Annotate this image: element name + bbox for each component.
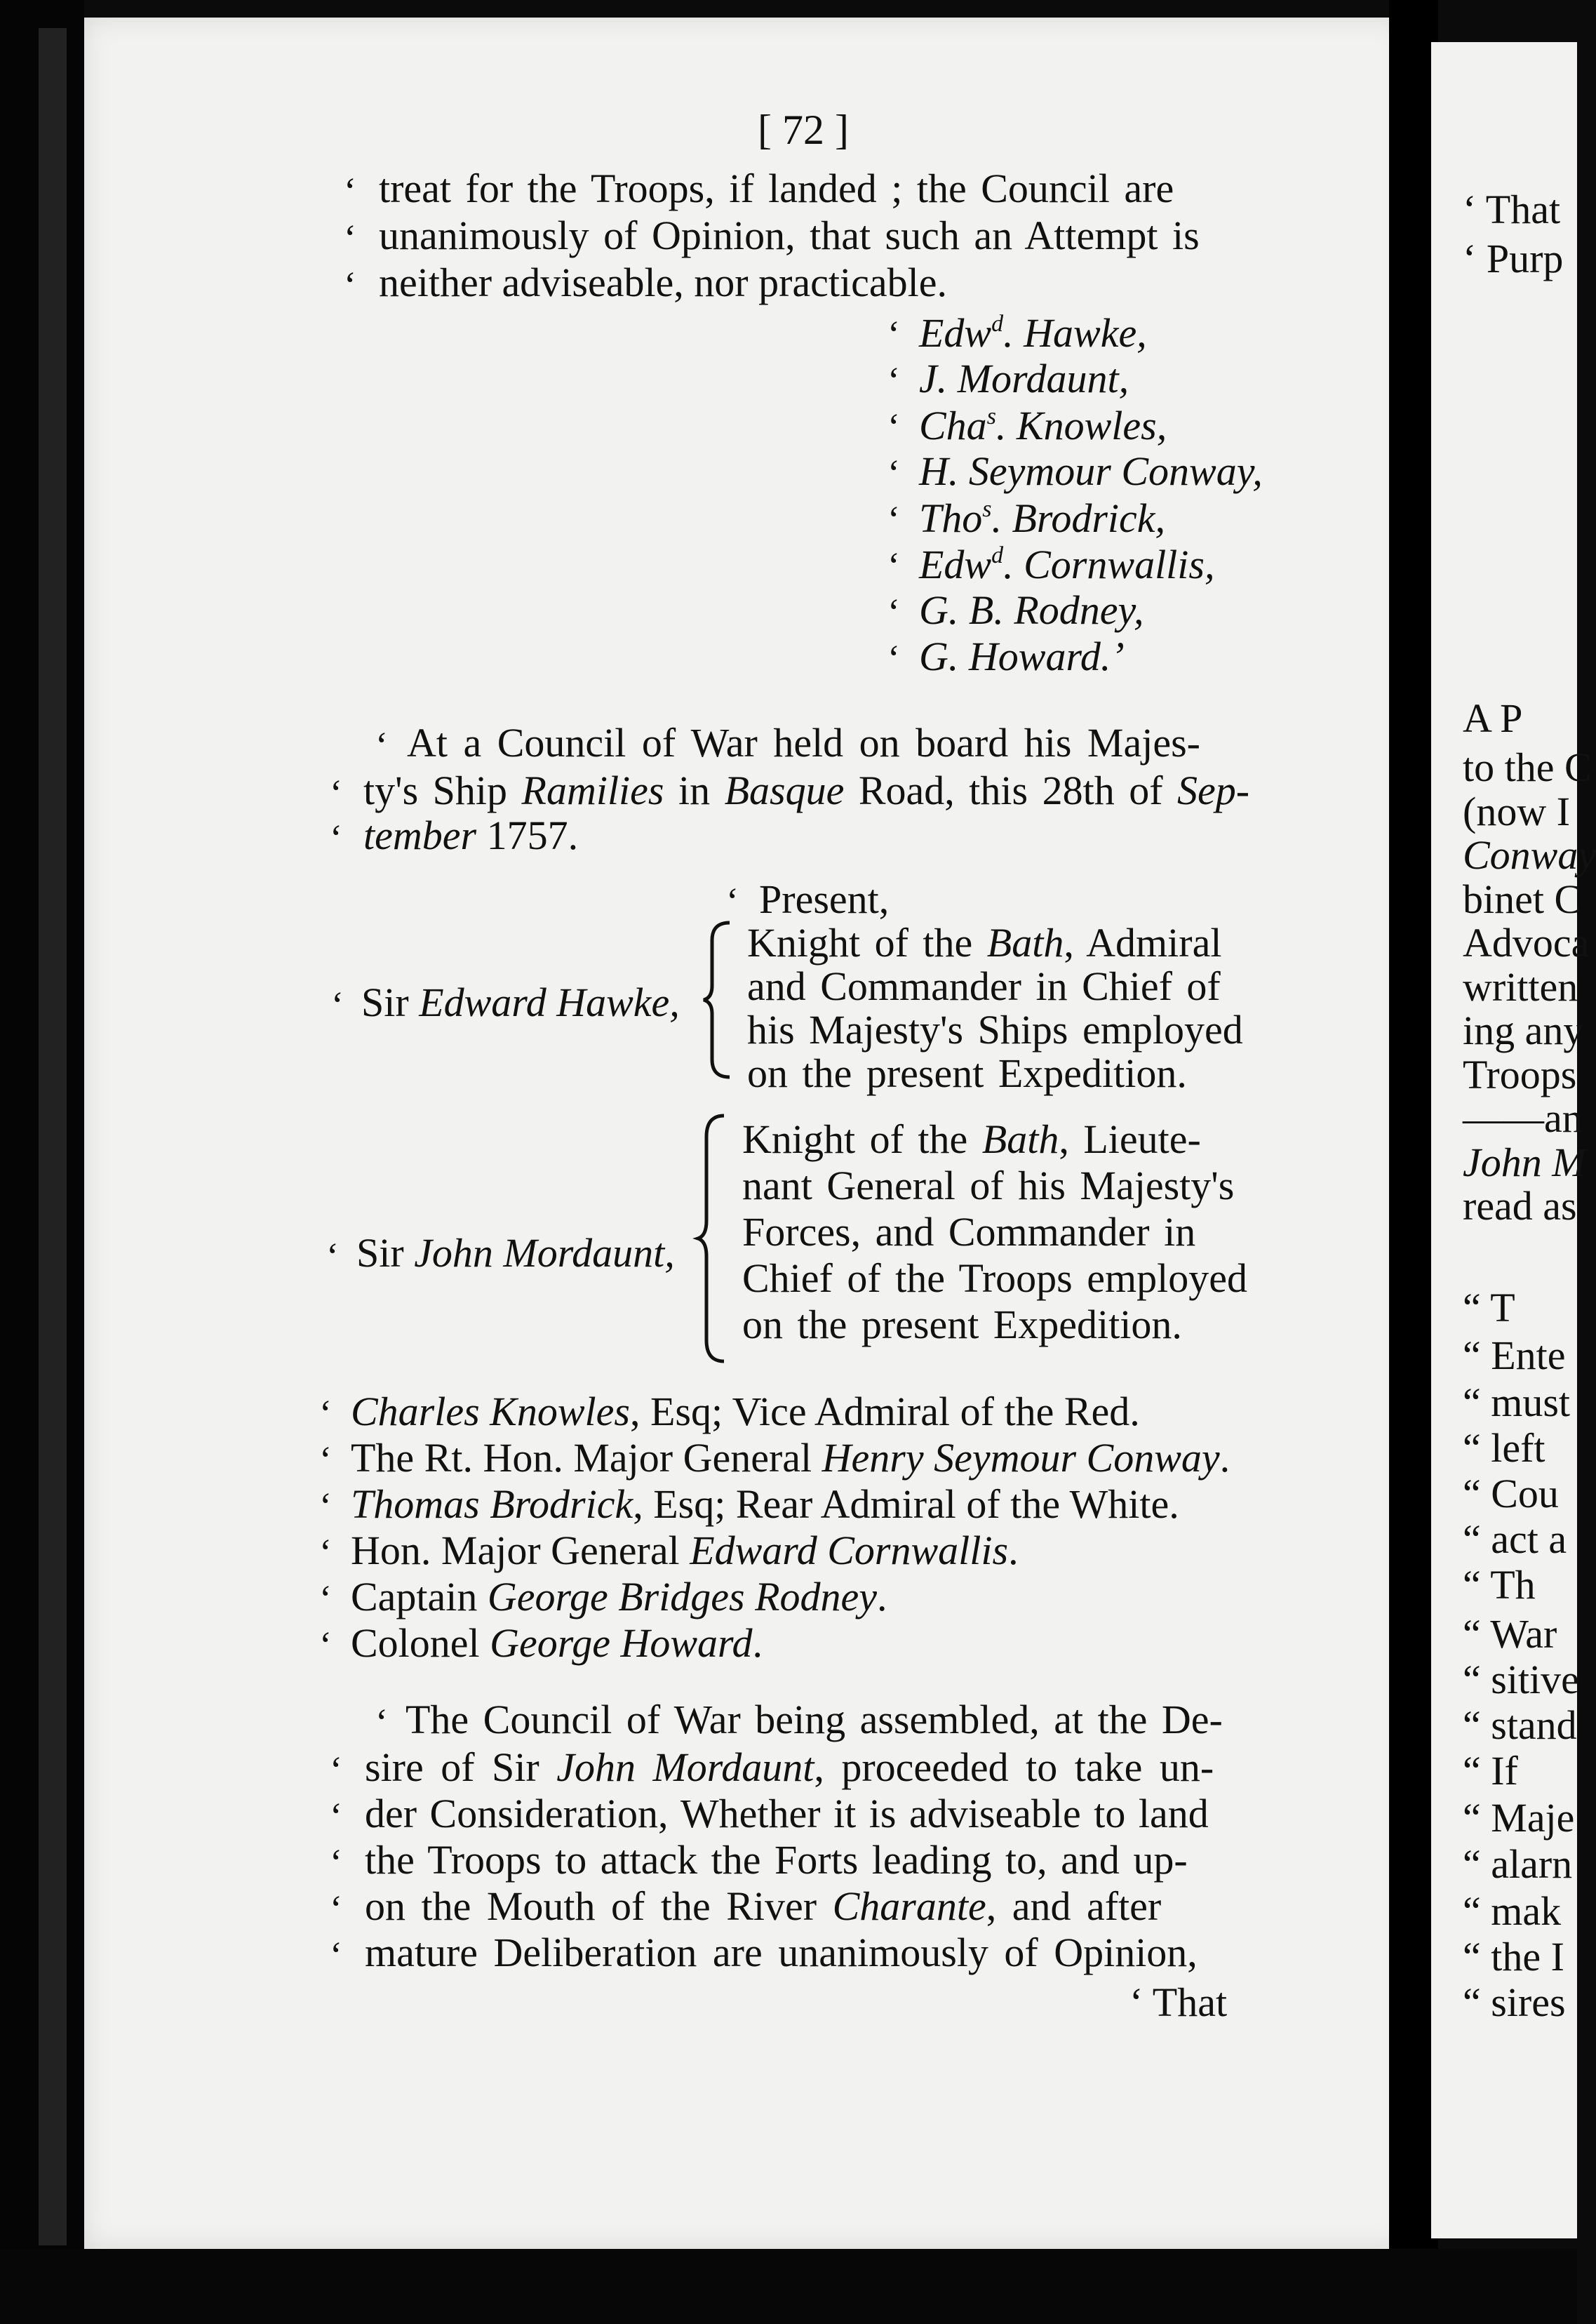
- member-line: Captain George Bridges Rodney.: [351, 1574, 887, 1620]
- quote-mark: ‘: [330, 772, 342, 814]
- hawke-description-line: and Commander in Chief of: [747, 963, 1221, 1009]
- quote-mark: ‘: [319, 1624, 332, 1666]
- right-page: [1431, 42, 1596, 2238]
- hawke-label: Sir Edward Hawke,: [361, 980, 680, 1025]
- right-page-fragment: ‘ Purp: [1463, 236, 1564, 281]
- right-page-fragment: “ the I: [1463, 1934, 1564, 1979]
- right-page-fragment: “ sitive: [1463, 1657, 1579, 1702]
- text-line: der Consideration, Whether it is adviseable to land: [365, 1791, 1209, 1836]
- text-line: the Troops to attack the Forts leading to, and up-: [365, 1837, 1188, 1883]
- text-line: treat for the Troops, if landed ; the Council are: [379, 166, 1174, 211]
- right-page-fragment: “ Cou: [1463, 1471, 1559, 1516]
- hawke-description-line: on the present Expedition.: [747, 1050, 1187, 1096]
- quote-mark: ‘: [887, 359, 900, 401]
- right-page-fragment: “ War: [1463, 1611, 1557, 1657]
- right-page-fragment: written: [1463, 964, 1578, 1010]
- right-page-fragment: “ Maje: [1463, 1795, 1575, 1841]
- signature-name: G. Howard.’: [919, 634, 1125, 679]
- member-line: Thomas Brodrick, Esq; Rear Admiral of the White.: [351, 1481, 1179, 1527]
- quote-mark: ‘: [887, 545, 900, 587]
- left-page: [84, 18, 1407, 2249]
- council-heading-line-2: ty's Ship Ramilies in Basque Road, this 28th of Sep-: [363, 768, 1250, 813]
- hawke-brace: [702, 919, 737, 1081]
- right-page-fragment: “ stand: [1463, 1702, 1577, 1748]
- quote-mark: ‘: [330, 1934, 342, 1976]
- signature-name: Edw$^d$. Cornwallis,: [919, 542, 1215, 587]
- mordaunt-description-line: Chief of the Troops employed: [742, 1255, 1247, 1301]
- quote-mark: ‘: [330, 1841, 342, 1883]
- right-page-fragment: read as: [1463, 1183, 1577, 1229]
- text-line: unanimously of Opinion, that such an Attempt is: [379, 213, 1200, 258]
- right-page-fragment: (now I: [1463, 789, 1571, 834]
- mordaunt-brace: [696, 1112, 731, 1365]
- right-page-fragment: “ must: [1463, 1380, 1571, 1425]
- quote-mark: ‘: [887, 313, 900, 355]
- member-line: Hon. Major General Edward Cornwallis.: [351, 1528, 1019, 1573]
- right-page-fragment: “ Th: [1463, 1562, 1536, 1608]
- member-line: The Rt. Hon. Major General Henry Seymour Conway.: [351, 1435, 1230, 1481]
- right-page-fragment: “ If: [1463, 1748, 1518, 1794]
- quote-mark: ‘: [726, 880, 739, 922]
- quote-mark: ‘: [330, 817, 342, 859]
- quote-mark: ‘: [319, 1485, 332, 1527]
- right-page-fragment: ——an: [1463, 1095, 1583, 1141]
- right-page-fragment: “ mak: [1463, 1888, 1562, 1934]
- signature-name: G. B. Rodney,: [919, 587, 1144, 633]
- quote-mark: ‘: [344, 217, 356, 259]
- quote-mark: ‘: [330, 1888, 342, 1930]
- quote-mark: ‘: [887, 498, 900, 540]
- right-page-fragment: “ left: [1463, 1425, 1545, 1471]
- signature-name: J. Mordaunt,: [919, 356, 1129, 401]
- quote-mark: ‘: [887, 591, 900, 633]
- quote-mark: ‘: [326, 1235, 339, 1277]
- signature-name: Tho$^s$. Brodrick,: [919, 495, 1166, 541]
- text-line: neither adviseable, nor practicable.: [379, 260, 947, 305]
- quote-mark: ‘: [344, 264, 356, 306]
- right-page-fragment: ing any: [1463, 1008, 1584, 1053]
- mordaunt-description-line: nant General of his Majesty's: [742, 1163, 1235, 1208]
- present-label: Present,: [759, 876, 890, 922]
- mordaunt-description-line: Forces, and Commander in: [742, 1209, 1196, 1255]
- right-page-fragment: Troops: [1463, 1052, 1577, 1097]
- text-line: mature Deliberation are unanimously of Opinion,: [365, 1930, 1198, 1975]
- signature-name: Cha$^s$. Knowles,: [919, 403, 1167, 448]
- right-page-fragment: “ sires: [1463, 1979, 1566, 2025]
- right-page-fragment: A P: [1463, 695, 1523, 741]
- mordaunt-label: Sir John Mordaunt,: [356, 1230, 675, 1276]
- quote-mark: ‘: [319, 1531, 332, 1573]
- quote-mark: ‘: [319, 1392, 332, 1434]
- page-number: [ 72 ]: [758, 107, 849, 153]
- right-page-fragment: ‘ That: [1463, 187, 1561, 232]
- right-page-fragment: “ act a: [1463, 1516, 1567, 1562]
- quote-mark: ‘: [331, 984, 344, 1026]
- binding-edge: [39, 28, 67, 2245]
- quote-mark: ‘: [319, 1577, 332, 1620]
- right-page-fragment: John M: [1463, 1140, 1586, 1185]
- council-heading-line-1: At a Council of War held on board his Majes-: [407, 720, 1200, 766]
- quote-mark: ‘: [887, 637, 900, 679]
- mordaunt-description-line: Knight of the Bath, Lieute-: [742, 1116, 1201, 1162]
- member-line: Charles Knowles, Esq; Vice Admiral of the Red.: [351, 1389, 1140, 1434]
- signature-name: Edw$^d$. Hawke,: [919, 310, 1147, 356]
- text-line: sire of Sir John Mordaunt, proceeded to take un-: [365, 1744, 1214, 1790]
- quote-mark: ‘: [330, 1749, 342, 1791]
- mordaunt-description-line: on the present Expedition.: [742, 1302, 1182, 1347]
- hawke-description-line: his Majesty's Ships employed: [747, 1007, 1243, 1053]
- right-page-fragment: “ alarn: [1463, 1841, 1573, 1887]
- hawke-description-line: Knight of the Bath, Admiral: [747, 920, 1222, 966]
- quote-mark: ‘: [887, 452, 900, 494]
- right-page-fragment: “ T: [1463, 1285, 1515, 1330]
- right-page-fragment: binet C: [1463, 876, 1582, 922]
- right-page-fragment: Conway: [1463, 832, 1596, 878]
- quote-mark: ‘: [344, 170, 356, 212]
- quote-mark: ‘: [887, 406, 900, 448]
- quote-mark: ‘: [330, 1795, 342, 1837]
- right-page-fragment: Advoca: [1463, 920, 1590, 966]
- scan-bottom-edge: [0, 2249, 1577, 2324]
- text-line: on the Mouth of the River Charante, and after: [365, 1883, 1162, 1929]
- right-page-fragment: to the C: [1463, 744, 1592, 790]
- member-line: Colonel George Howard.: [351, 1620, 763, 1666]
- council-heading-line-3: tember 1757.: [363, 813, 579, 858]
- text-line: The Council of War being assembled, at the De-: [405, 1697, 1223, 1742]
- quote-mark: ‘: [375, 1701, 388, 1743]
- right-page-fragment: “ Ente: [1463, 1333, 1566, 1378]
- quote-mark: ‘: [319, 1438, 332, 1481]
- signature-name: H. Seymour Conway,: [919, 448, 1263, 494]
- quote-mark: ‘: [375, 724, 388, 766]
- catchword: ‘ That: [1129, 1979, 1228, 2025]
